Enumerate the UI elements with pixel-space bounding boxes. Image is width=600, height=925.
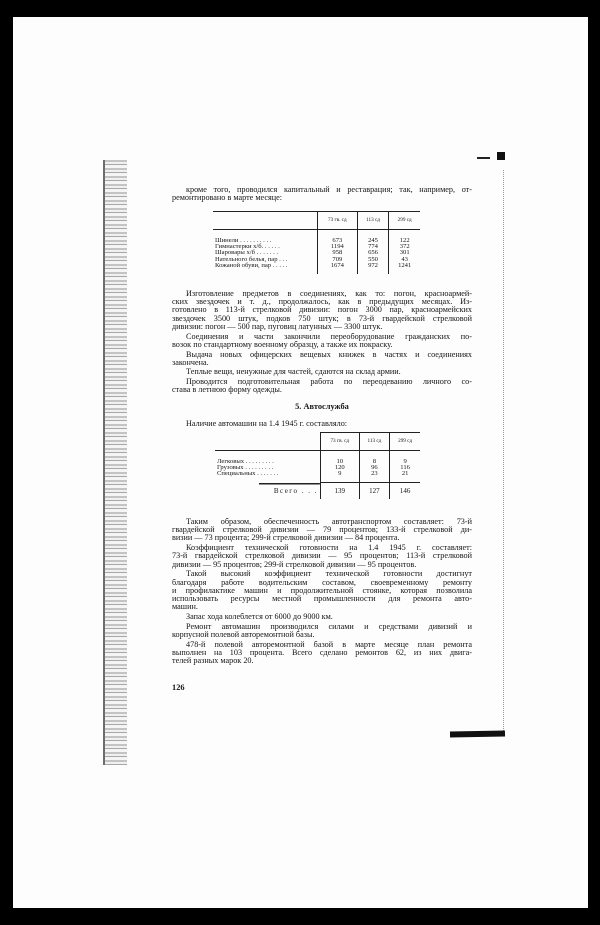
section-heading: 5. Автослужба: [295, 402, 349, 411]
text-line: возок по стандартному военному образцу, а также их покраску.: [172, 340, 393, 349]
text-line: корпусной полевой авторемонтной базы.: [172, 630, 315, 639]
cell-value: 9: [390, 459, 420, 465]
cell-value: 23: [359, 471, 390, 477]
text-line: Изготовление предметов в соединениях, как то: погон, красноармей-: [186, 290, 472, 298]
table-caption: Наличие автомашин на 1.4 1945 г. составляло:: [186, 420, 348, 428]
cell-value: 146: [390, 483, 420, 500]
column-header: 299 сд: [390, 433, 420, 451]
text-line: Запас хода колеблется от 6000 до 9000 км.: [186, 612, 333, 621]
row-label: Специальных . . . . . . .: [217, 470, 279, 478]
cell-value: 8: [359, 459, 390, 465]
table2-caption-wrap: [172, 420, 472, 428]
cell-value: 372: [389, 244, 420, 250]
column-header: 113 сд: [357, 212, 389, 230]
cell-value: 10: [321, 459, 360, 465]
column-header: 73 гв. сд: [321, 433, 360, 451]
scan-fold-line: [503, 170, 504, 735]
scan-mark: [497, 152, 505, 160]
text-line: телей разных марок 20.: [172, 656, 254, 665]
text-line: Ремонт автомашин производился силами и средствами дивизий и: [186, 622, 472, 631]
cell-value: 127: [359, 483, 390, 500]
scan-binding-edge: [103, 160, 127, 765]
text-line: дивизии — 95 процентов; 299-й стрелковой дивизии — 95 процентов.: [172, 560, 417, 569]
cell-value: 709: [318, 257, 358, 263]
total-row: [215, 483, 420, 500]
text-line: визии — 73 процента; 299-й стрелковой дивизии — 84 процента.: [172, 534, 400, 543]
text-line: Таким образом, обеспеченность автотранспортом составляет: 73-й: [186, 518, 472, 526]
text-line: Теплые вещи, ненужные для частей, сдаются на склад армии.: [186, 368, 401, 377]
cell-value: 116: [390, 465, 420, 471]
cell-value: 139: [321, 483, 360, 500]
text-line: гвардейской стрелковой дивизии — 79 процентов; 133-й стрелковой ди-: [172, 526, 472, 535]
text-line: Такой высокий коэффициент технической готовности достигнут: [186, 570, 472, 579]
row-label: Шинели . . . . . . . . . .: [215, 236, 272, 244]
cell-value: 301: [389, 250, 420, 256]
text-line: 478-й полевой авторемонтной базой в марте месяце план ремонта: [186, 640, 472, 649]
cell-value: 1241: [389, 263, 420, 269]
cell-value: 958: [318, 250, 358, 256]
text-line: става в летнюю форму одежды.: [172, 386, 282, 395]
cell-value: 245: [357, 238, 389, 244]
column-header: 299 сд: [389, 212, 420, 230]
text-line: звездочек 3500 штук, подков 750 штук; в 73-й гвардейской стрелковой: [172, 314, 472, 323]
column-header: 73 гв. сд: [318, 212, 358, 230]
cell-value: 122: [389, 238, 420, 244]
intro-paragraph: [172, 186, 472, 202]
cell-value: 774: [357, 244, 389, 250]
paragraphs-block-1: [172, 290, 472, 395]
row-label: Всего . . .: [215, 483, 321, 500]
row-label: Легковых . . . . . . . . .: [217, 457, 274, 465]
text-line: Коэффициент технической готовности на 1.4 1945 г. составляет:: [186, 544, 472, 553]
text-line: машин.: [172, 603, 198, 612]
text-line: Выдача новых офицерских вещевых книжек в частях и соединениях: [186, 350, 472, 359]
text-line: Проводится подготовительная работа по переодеванию личного со-: [186, 378, 472, 387]
text-line: выполнен на 103 процента. Всего сделано ремонтов 62, из них двига-: [172, 648, 472, 657]
text-line: 73-й гвардейской стрелковой дивизии — 95 процентов; 113-й стрелковой: [172, 552, 472, 561]
text-line: Соединения и части закончили переоборудование гражданских по-: [186, 332, 472, 341]
clothing-repair-table: [213, 211, 420, 274]
paragraphs-block-2: [172, 518, 472, 665]
scan-mark: [477, 157, 490, 159]
text-line: кроме того, проводился капитальный и реставрация; так, например, от-: [186, 186, 472, 194]
column-header: 113 сд: [359, 433, 390, 451]
cell-value: 1674: [318, 263, 358, 269]
row-label: Грузовых . . . . . . . . .: [217, 463, 274, 471]
page-number: 126: [172, 683, 185, 692]
row-label: Кожаной обуви, пар . . . . .: [215, 262, 288, 270]
cell-value: 9: [321, 471, 360, 477]
cell-value: 972: [357, 263, 389, 269]
cell-value: 21: [390, 471, 420, 477]
row-label: Гимнастерки х/б. . . . . .: [215, 242, 280, 250]
text-line: закончена.: [172, 358, 209, 367]
text-line: ских звездочек и т. д., продолжалось, как в предыдущих месяцах. Из-: [172, 298, 472, 307]
text-line: использовать ресурсы местной промышленности для ремонта авто-: [172, 594, 472, 603]
cell-value: 96: [359, 465, 390, 471]
cell-value: 550: [357, 257, 389, 263]
cell-value: 43: [389, 257, 420, 263]
cell-value: 656: [357, 250, 389, 256]
cell-value: 1194: [318, 244, 358, 250]
row-label: Нательного белья, пар . . .: [215, 255, 288, 263]
row-label: Шаровары х/б . . . . . . .: [215, 249, 279, 257]
text-line: дивизии: погон — 500 пар, пуговиц латунных — 3300 штук.: [172, 322, 383, 331]
text-line: и профилактике машин и продолжительной стоянке, которая позволила: [172, 586, 472, 595]
text-line: ремонтировано в марте месяце:: [172, 194, 283, 203]
cell-value: 120: [321, 465, 360, 471]
text-line: готовлено в 113-й стрелковой дивизии: погон 3000 пар, красноармейских: [172, 306, 472, 315]
text-line: благодаря работе водительским составом, своевременному ремонту: [172, 578, 472, 587]
cell-value: 673: [318, 238, 358, 244]
scan-mark: [450, 731, 505, 738]
vehicles-table: [215, 432, 420, 499]
